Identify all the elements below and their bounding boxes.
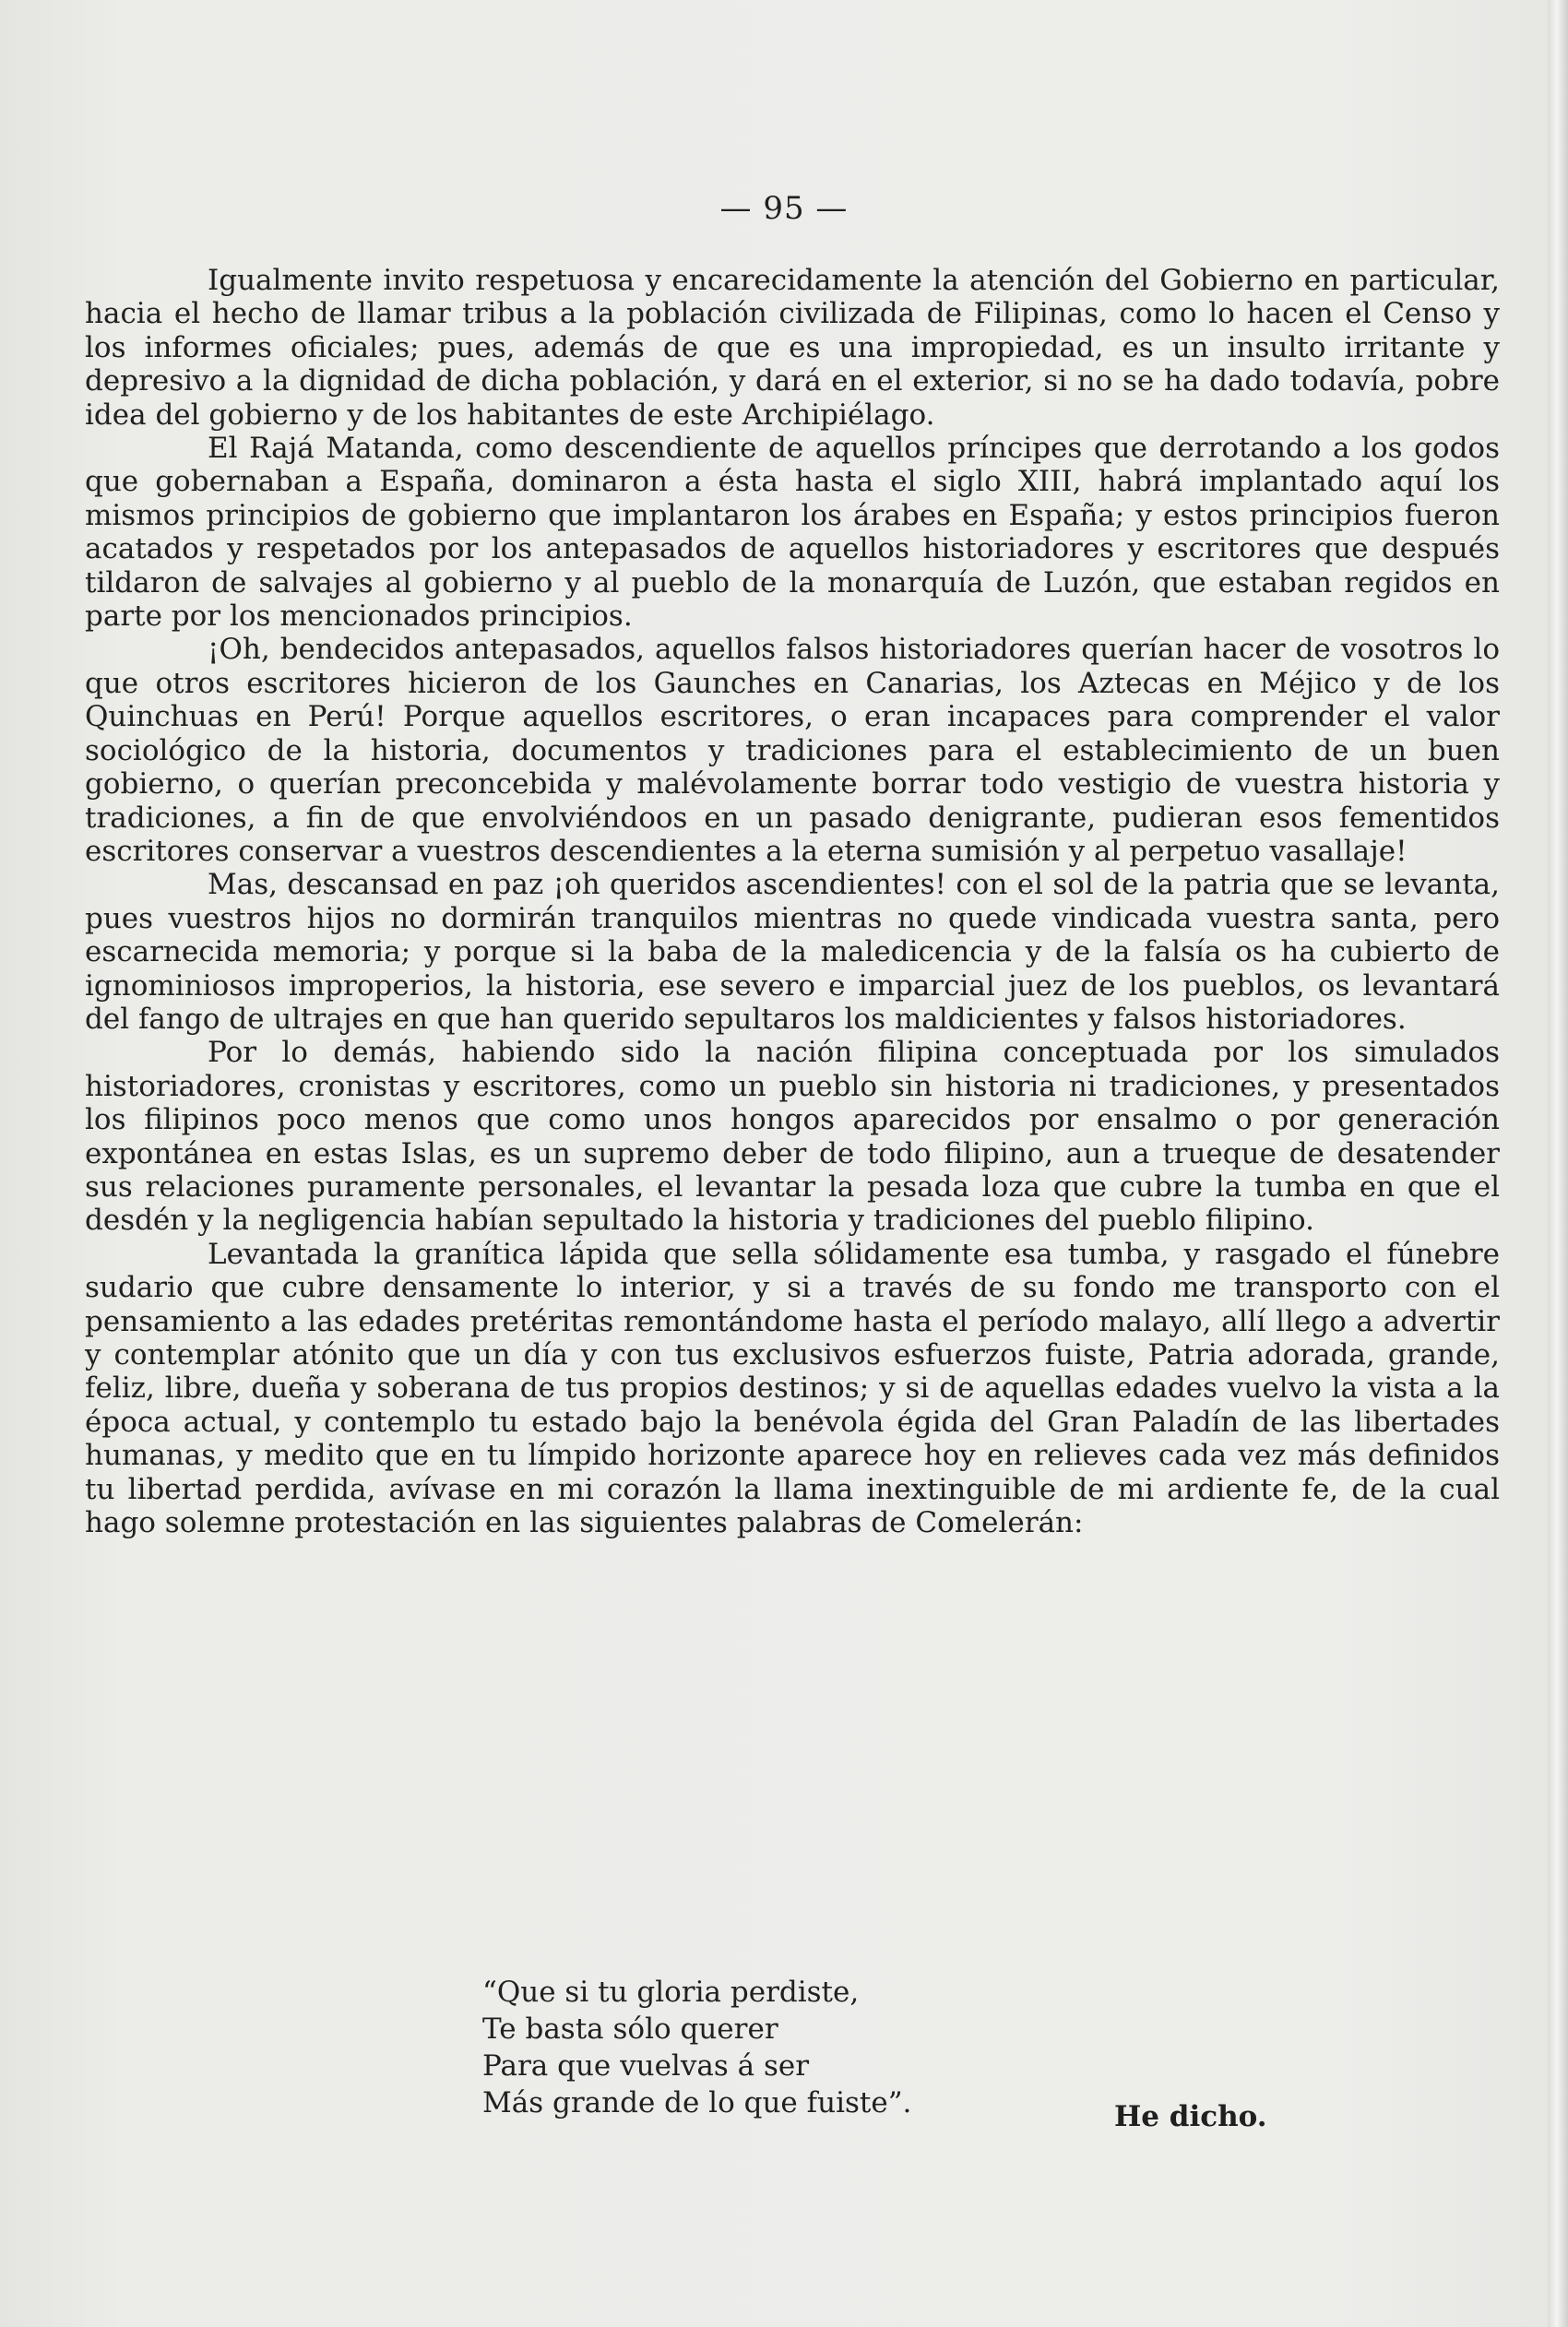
verse-line: “Que si tu gloria perdiste, (482, 1976, 860, 2009)
verse-quote (482, 1974, 1128, 2121)
verse-line: Más grande de lo que fuiste”. (482, 2086, 912, 2119)
page-edge (1548, 0, 1568, 2327)
closing-signature: He dicho. (1114, 2100, 1267, 2133)
paragraph: Levantada la granítica lápida que sella sólidamente esa tumba, y rasgado el fúnebre sudario que cubre densamente lo interior, y si a través de su fondo me transporto con el pensamiento a las edades pretéritas remontándome hasta el período malayo, allí llego a advertir y contemplar atónito que un día y con tus exclusivos esfuerzos fuiste, Patria adorada, grande, feliz, libre, dueña y soberana de tus propios destinos; y si de aquellas edades vuelvo la vista a la época actual, y contemplo tu estado bajo la benévola égida del Gran Paladín de las libertades humanas, y medito que en tu límpido horizonte aparece hoy en relieves cada vez más definidos tu libertad perdida, avívase en mi corazón la llama inextinguible de mi ardiente fe, de la cual hago solemne protestación en las siguientes palabras de Comelerán: (85, 1237, 1500, 1540)
verse-line: Para que vuelvas á ser (482, 2049, 810, 2083)
page-number: — 95 — (719, 190, 849, 227)
paragraph: ¡Oh, bendecidos antepasados, aquellos falsos historiadores querían hacer de vosotros lo que otros escritores hicieron de los Gaunches en Canarias, los Aztecas en Méjico y de los Quinchuas en Perú! Porque aquellos escritores, o eran incapaces para comprender el valor sociológico de la historia, documentos y tradiciones para el establecimiento de un buen gobierno, o querían preconcebida y malévolamente borrar todo vestigio de vuestra historia y tradiciones, a fin de que envolviéndoos en un pasado denigrante, pudieran esos fementidos escritores conservar a vuestros descendientes a la eterna sumisión y al perpetuo vasallaje! (85, 633, 1500, 868)
verse-line: Te basta sólo querer (482, 2012, 778, 2046)
paragraph: El Rajá Matanda, como descendiente de aquellos príncipes que derrotando a los godos que gobernaban a España, dominaron a ésta hasta el siglo XIII, habrá implantado aquí los mismos principios de gobierno que implantaron los árabes en España; y estos principios fueron acatados y respetados por los antepasados de aquellos historiadores y escritores que después tildaron de salvajes al gobierno y al pueblo de la monarquía de Luzón, que estaban regidos en parte por los mencionados principios. (85, 432, 1500, 634)
paragraph: Igualmente invito respetuosa y encarecidamente la atención del Gobierno en particular, hacia el hecho de llamar tribus a la población civilizada de Filipinas, como lo hacen el Censo y los informes oficiales; pues, además de que es una impropiedad, es un insulto irritante y depresivo a la dignidad de dicha población, y dará en el exterior, si no se ha dado todavía, pobre idea del gobierno y de los habitantes de este Archipiélago. (85, 264, 1500, 432)
paragraph: Mas, descansad en paz ¡oh queridos ascendientes! con el sol de la patria que se levanta, pues vuestros hijos no dormirán tranquilos mientras no quede vindicada vuestra santa, pero escarnecida memoria; y porque si la baba de la maledicencia y de la falsía os ha cubierto de ignominiosos improperios, la historia, ese severo e imparcial juez de los pueblos, os levantará del fango de ultrajes en que han querido sepultaros los maldicientes y falsos historiadores. (85, 868, 1500, 1036)
paragraph: Por lo demás, habiendo sido la nación filipina conceptuada por los simulados historiadores, cronistas y escritores, como un pueblo sin historia ni tradiciones, y presentados los filipinos poco menos que como unos hongos aparecidos por ensalmo o por generación expontánea en estas Islas, es un supremo deber de todo filipino, aun a trueque de desatender sus relaciones puramente personales, el levantar la pesada loza que cubre la tumba en que el desdén y la negligencia habían sepultado la historia y tradiciones del pueblo filipino. (85, 1036, 1500, 1238)
body-text (85, 264, 1500, 1539)
